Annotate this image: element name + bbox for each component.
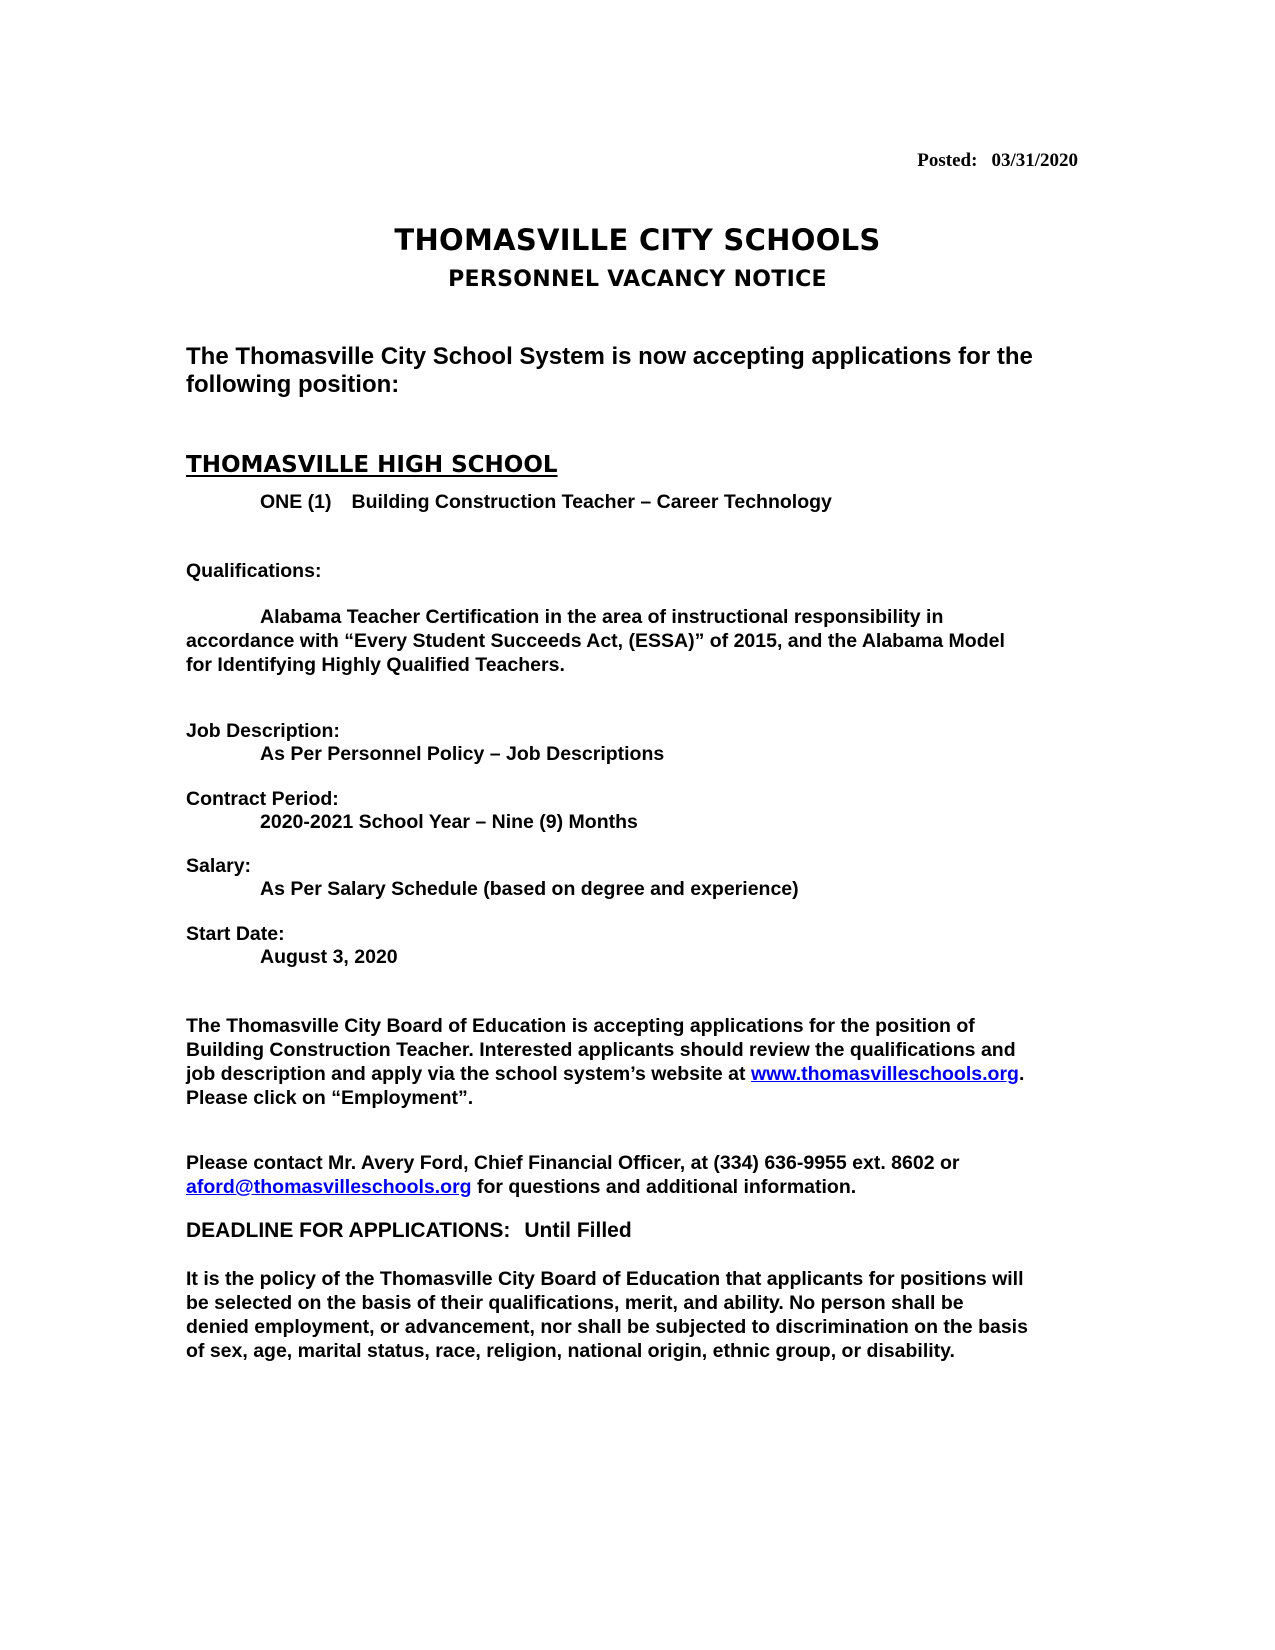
contact-line-1: Please contact Mr. Avery Ford, Chief Financial Officer, at (334) 636-9955 ext. 8602 or bbox=[186, 1152, 960, 1174]
posted-label: Posted: bbox=[917, 150, 978, 171]
policy-paragraph bbox=[186, 1267, 1028, 1363]
qualifications-line-1: Alabama Teacher Certification in the area of instructional responsibility in bbox=[260, 606, 944, 628]
apply-line-3-text: job description and apply via the school system’s website at bbox=[186, 1063, 751, 1085]
start-date-label: Start Date: bbox=[186, 923, 285, 945]
deadline-line bbox=[186, 1219, 632, 1243]
contact-line-2 bbox=[186, 1175, 959, 1199]
policy-line-4: of sex, age, marital status, race, religion, national origin, ethnic group, or disability. bbox=[186, 1340, 955, 1362]
apply-line-3 bbox=[186, 1062, 1024, 1086]
intro-line-1: The Thomasville City School System is now accepting applications for the bbox=[186, 343, 1033, 370]
apply-line-4: Please click on “Employment”. bbox=[186, 1087, 474, 1109]
qualifications-text bbox=[186, 605, 1005, 677]
contact-paragraph bbox=[186, 1151, 959, 1199]
policy-line-2: be selected on the basis of their qualifications, merit, and ability. No person shall be bbox=[186, 1292, 964, 1314]
apply-paragraph bbox=[186, 1014, 1024, 1110]
email-link[interactable]: aford@thomasvilleschools.org bbox=[186, 1176, 472, 1198]
organization-title: THOMASVILLE CITY SCHOOLS bbox=[394, 223, 881, 257]
start-date-value: August 3, 2020 bbox=[260, 946, 398, 968]
salary-value: As Per Salary Schedule (based on degree and experience) bbox=[260, 878, 799, 900]
position-count: ONE (1) bbox=[260, 491, 332, 513]
posted-date: 03/31/2020 bbox=[991, 150, 1078, 171]
notice-subtitle: PERSONNEL VACANCY NOTICE bbox=[448, 267, 827, 292]
deadline-value: Until Filled bbox=[524, 1219, 632, 1242]
intro-line-2: following position: bbox=[186, 371, 400, 398]
apply-line-3-end: . bbox=[1018, 1063, 1025, 1085]
apply-line-1: The Thomasville City Board of Education is accepting applications for the position of bbox=[186, 1015, 975, 1037]
salary-label: Salary: bbox=[186, 855, 252, 877]
policy-line-3: denied employment, or advancement, nor shall be subjected to discrimination on the basis bbox=[186, 1316, 1028, 1338]
contact-line-2-text: for questions and additional information. bbox=[471, 1176, 857, 1198]
deadline-label: DEADLINE FOR APPLICATIONS: bbox=[186, 1219, 511, 1242]
contract-period-value: 2020-2021 School Year – Nine (9) Months bbox=[260, 811, 638, 833]
website-link[interactable]: www.thomasvilleschools.org bbox=[750, 1063, 1019, 1085]
school-heading: THOMASVILLE HIGH SCHOOL bbox=[186, 452, 558, 478]
qualifications-label: Qualifications: bbox=[186, 560, 322, 582]
position-title: Building Construction Teacher – Career Technology bbox=[351, 491, 832, 513]
job-description-label: Job Description: bbox=[186, 720, 340, 742]
intro-paragraph bbox=[186, 343, 1033, 399]
posted-date-line bbox=[917, 150, 1078, 172]
qualifications-line-3: for Identifying Highly Qualified Teachers. bbox=[186, 654, 565, 676]
qualifications-line-2: accordance with “Every Student Succeeds Act, (ESSA)” of 2015, and the Alabama Model bbox=[186, 630, 1005, 652]
job-description-value: As Per Personnel Policy – Job Descriptions bbox=[260, 743, 665, 765]
position-line bbox=[260, 490, 832, 514]
apply-line-2: Building Construction Teacher. Interested applicants should review the qualifications and bbox=[186, 1039, 1016, 1061]
policy-line-1: It is the policy of the Thomasville City Board of Education that applicants for positions will bbox=[186, 1268, 1024, 1290]
contract-period-label: Contract Period: bbox=[186, 788, 339, 810]
